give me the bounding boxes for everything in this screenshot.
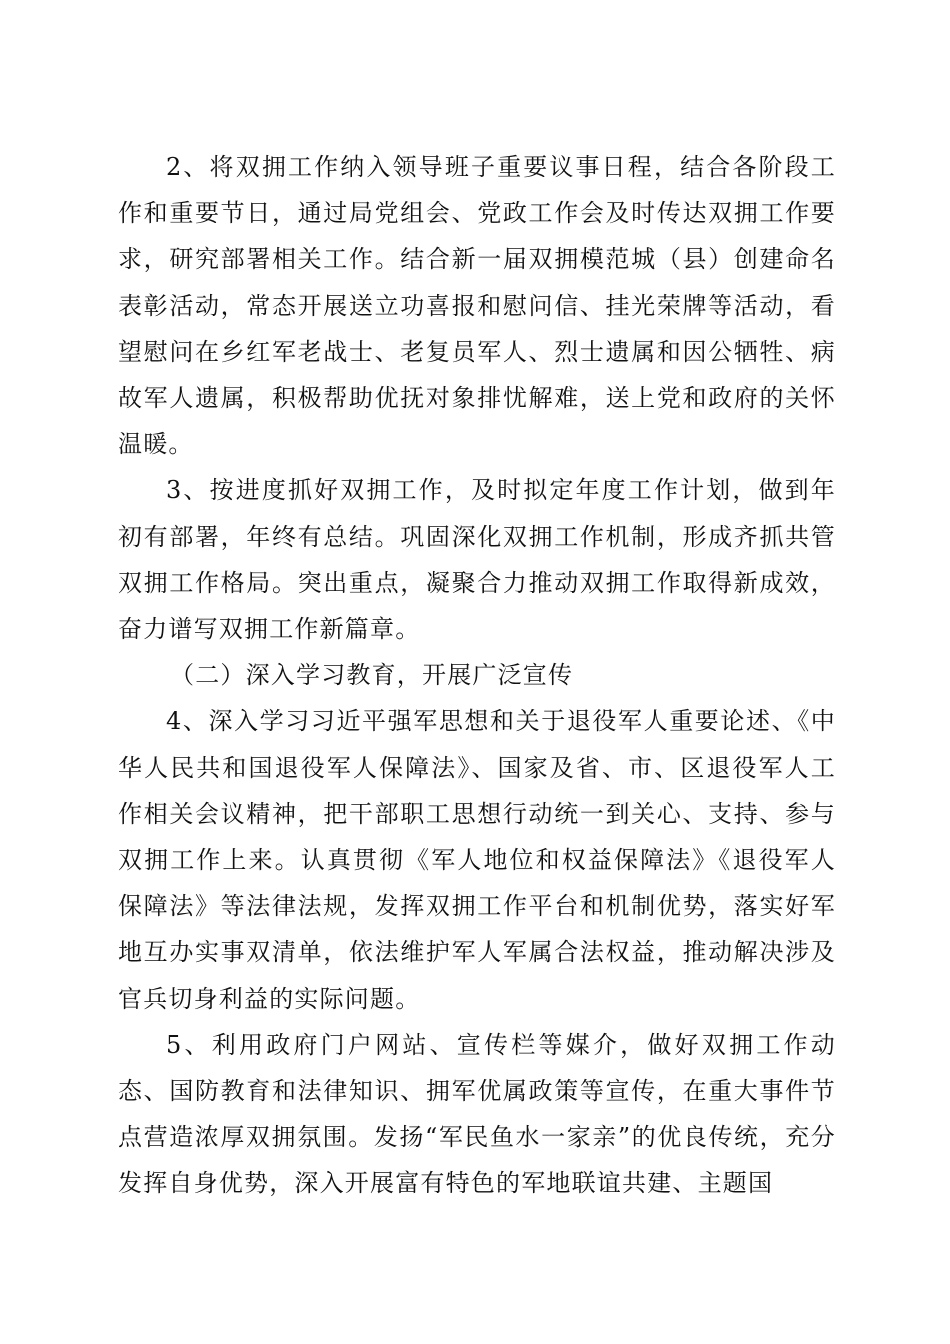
paragraph-item-4: 4、深入学习习近平强军思想和关于退役军人重要论述、《中华人民共和国退役军人保障法》、国家及省、市、区退役军人工作相关会议精神，把干部职工思想行动统一到关心、支持、参与双拥工作上来。认真贯彻《军人地位和权益保障法》《退役军人保障法》等法律法规，发挥双拥工作平台和机制优势，落实好军地互办实事双清单，依法维护军人军属合法权益，推动解决涉及官兵切身利益的实际问题。 — [118, 707, 836, 1013]
paragraph-item-5: 5、利用政府门户网站、宣传栏等媒介，做好双拥工作动态、国防教育和法律知识、拥军优属政策等宣传，在重大事件节点营造浓厚双拥氛围。发扬“军民鱼水一家亲”的优良传统，充分发挥自身优势，深入开展富有特色的军地联谊共建、主题国 — [118, 1030, 836, 1198]
section-heading-2: （二）深入学习教育，开展广泛宣传 — [170, 661, 574, 690]
document-body — [118, 144, 836, 1207]
paragraph-item-3: 3、按进度抓好双拥工作，及时拟定年度工作计划，做到年初有部署，年终有总结。巩固深化双拥工作机制，形成齐抓共管双拥工作格局。突出重点，凝聚合力推动双拥工作取得新成效，奋力谱写双拥工作新篇章。 — [118, 476, 836, 644]
paragraph-item-2: 2、将双拥工作纳入领导班子重要议事日程，结合各阶段工作和重要节日，通过局党组会、党政工作会及时传达双拥工作要求，研究部署相关工作。结合新一届双拥模范城（县）创建命名表彰活动，常态开展送立功喜报和慰问信、挂光荣牌等活动，看望慰问在乡红军老战士、老复员军人、烈士遗属和因公牺牲、病故军人遗属，积极帮助优抚对象排忧解难，送上党和政府的关怀温暖。 — [118, 153, 836, 459]
